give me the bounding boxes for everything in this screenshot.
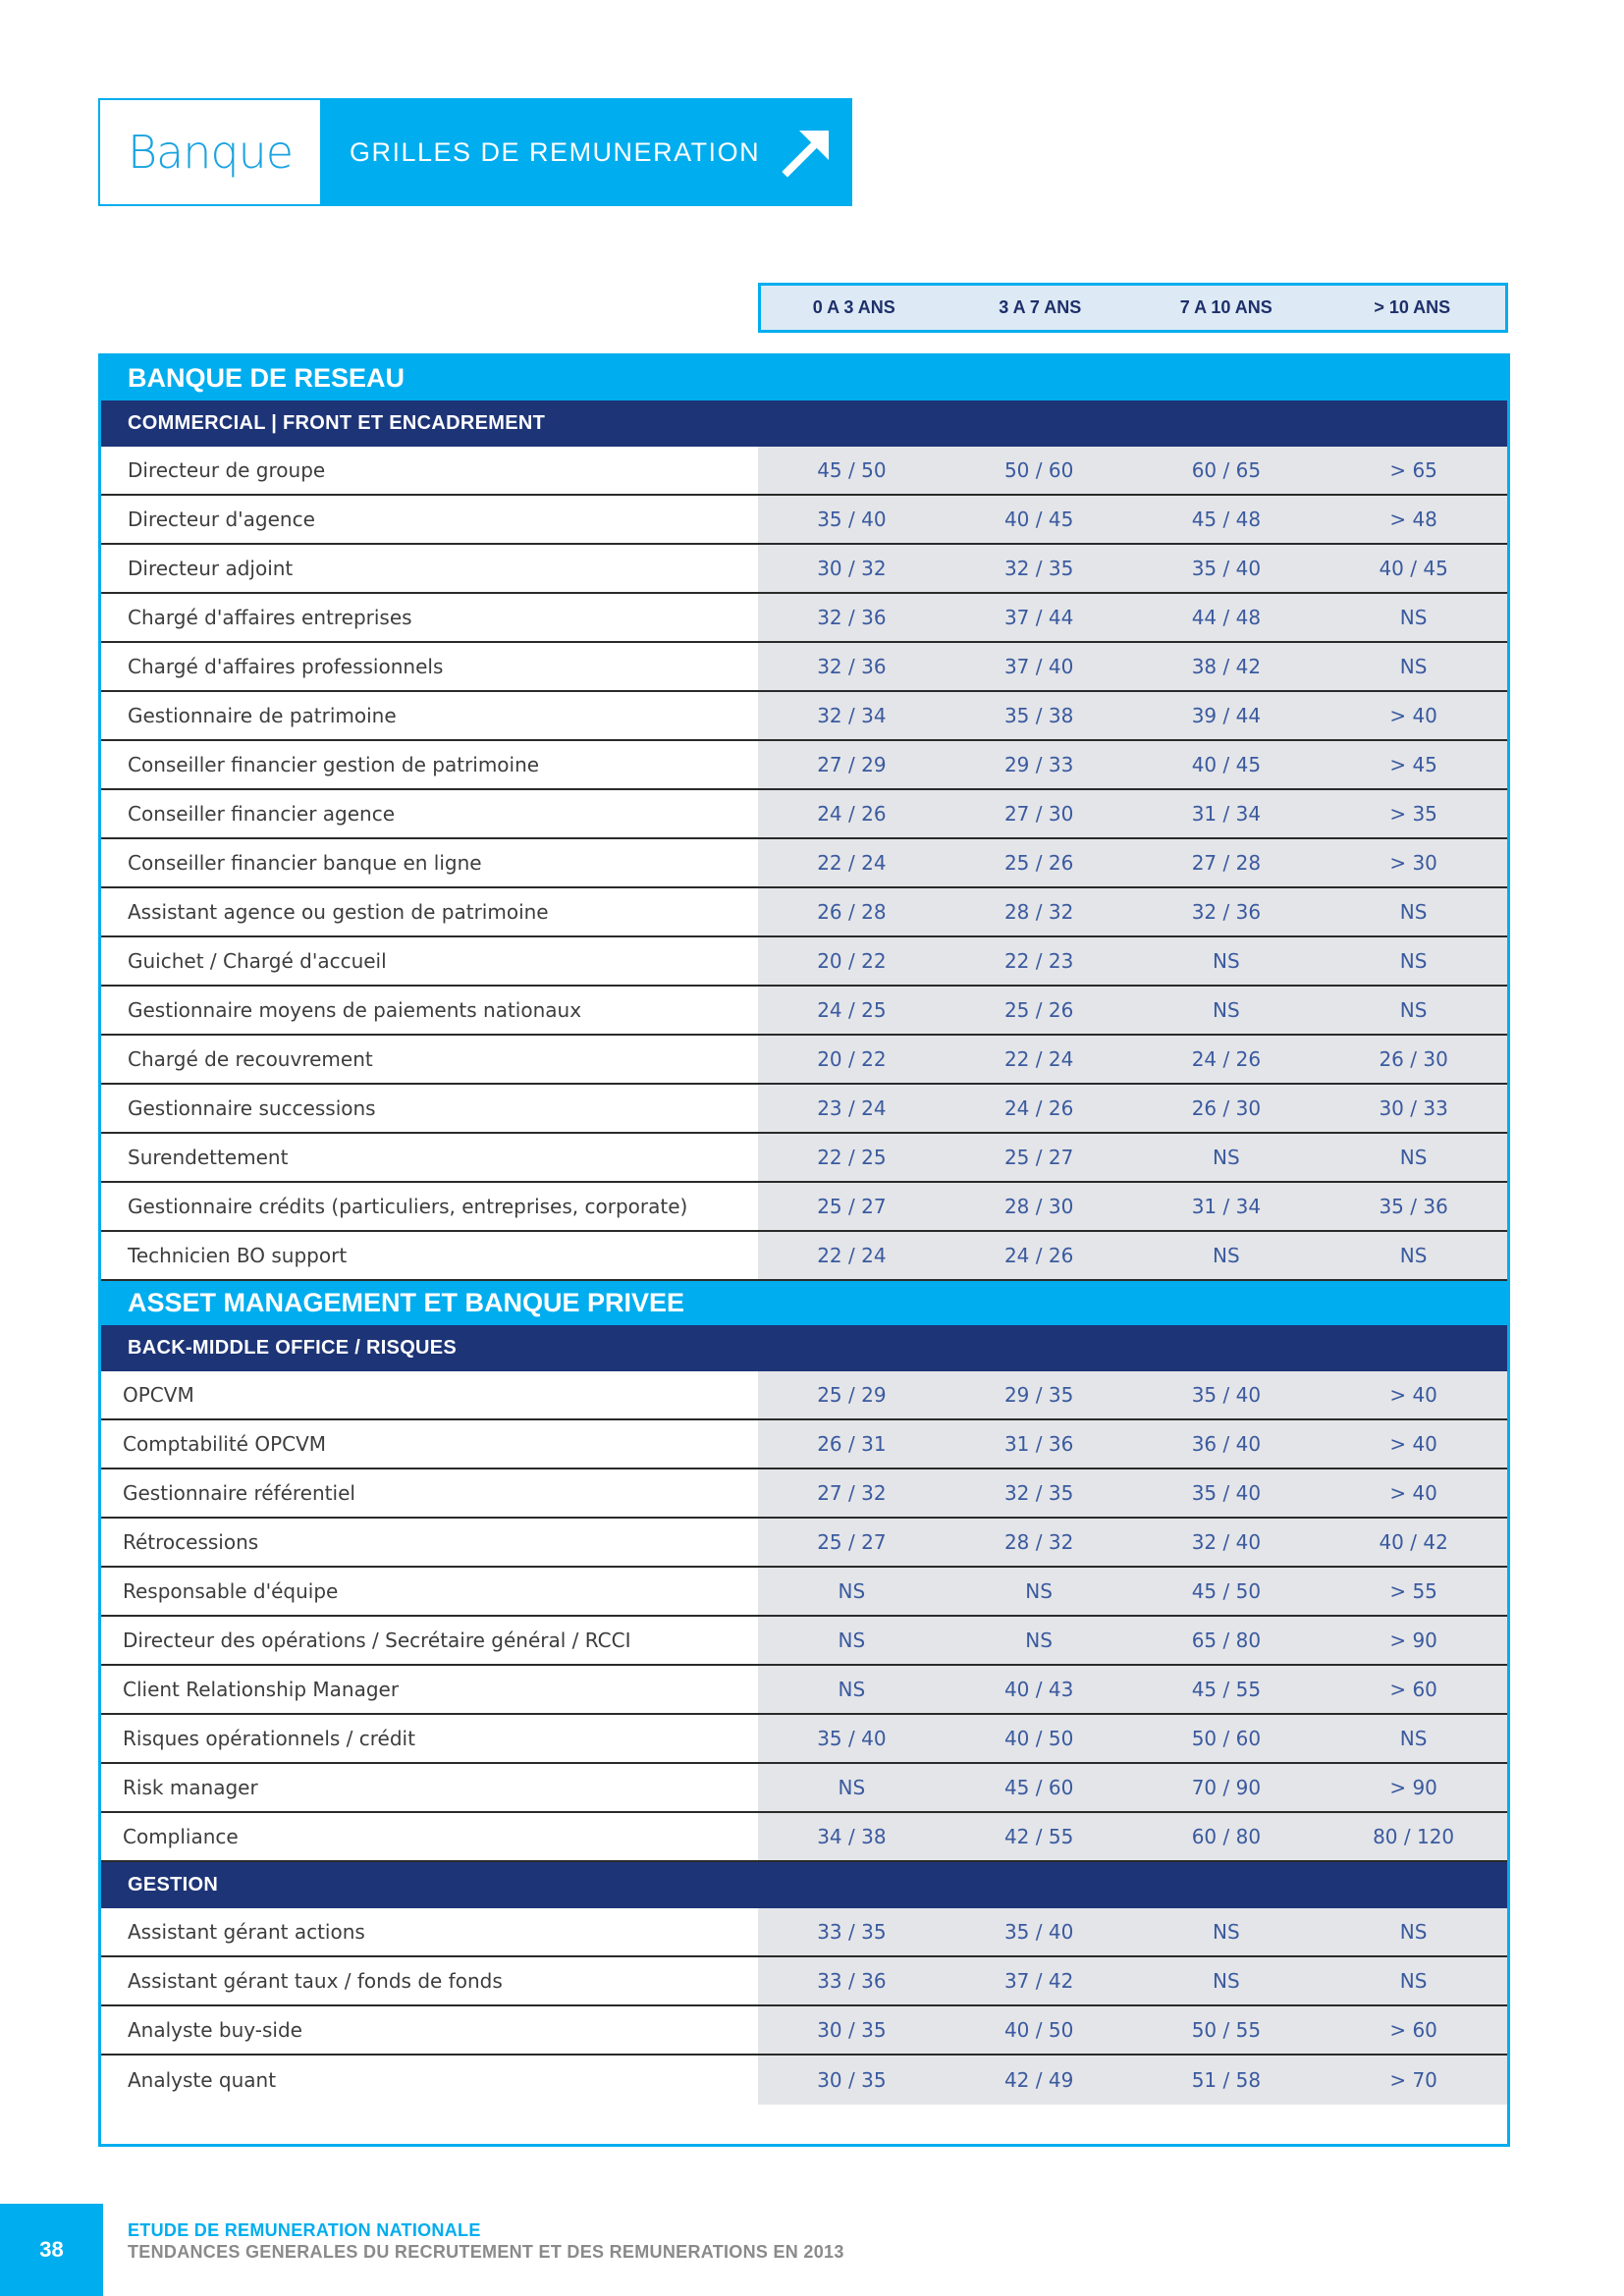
salary-cell: 50 / 60 xyxy=(1003,458,1074,482)
salary-values xyxy=(758,2006,1507,2054)
salary-cell: 26 / 30 xyxy=(1191,1096,1262,1120)
salary-cell: 30 / 35 xyxy=(817,2068,887,2092)
salary-values xyxy=(758,741,1507,788)
salary-cell: NS xyxy=(1213,1969,1240,1993)
job-title: Rétrocessions xyxy=(123,1530,259,1554)
salary-values xyxy=(758,1085,1507,1132)
salary-cell: 31 / 34 xyxy=(1191,802,1262,826)
salary-cell: NS xyxy=(838,1678,866,1701)
salary-cell: 28 / 30 xyxy=(1003,1195,1074,1218)
table-row xyxy=(101,1764,1507,1813)
salary-cell: 24 / 26 xyxy=(1003,1244,1074,1267)
salary-values xyxy=(758,1715,1507,1762)
salary-cell: 39 / 44 xyxy=(1191,704,1262,727)
arrow-up-right-icon xyxy=(780,125,835,180)
column-header: 0 A 3 ANS xyxy=(812,297,895,317)
salary-values xyxy=(758,1469,1507,1517)
salary-cell: 40 / 43 xyxy=(1003,1678,1074,1701)
job-title: Analyste buy-side xyxy=(128,2018,302,2042)
salary-cell: 24 / 26 xyxy=(1191,1047,1262,1071)
salary-values xyxy=(758,545,1507,592)
salary-cell: 22 / 24 xyxy=(817,1244,887,1267)
job-title: Chargé d'affaires entreprises xyxy=(128,606,412,629)
job-title: Assistant gérant taux / fonds de fonds xyxy=(128,1969,503,1993)
salary-cell: 24 / 26 xyxy=(1003,1096,1074,1120)
salary-values xyxy=(758,594,1507,641)
salary-cell: 60 / 80 xyxy=(1191,1825,1262,1848)
salary-cell: NS xyxy=(1399,1244,1428,1267)
salary-cell: > 40 xyxy=(1389,1383,1437,1407)
job-title: Compliance xyxy=(123,1825,239,1848)
salary-values xyxy=(758,2056,1507,2105)
column-header: 7 A 10 ANS xyxy=(1179,297,1272,317)
table-row xyxy=(101,2006,1507,2056)
salary-cell: 35 / 36 xyxy=(1379,1195,1448,1218)
salary-cell: 20 / 22 xyxy=(817,1047,887,1071)
column-headers xyxy=(758,283,1508,333)
salary-cell: 38 / 42 xyxy=(1191,655,1262,678)
salary-cell: 35 / 40 xyxy=(1191,557,1262,580)
job-title: Directeur de groupe xyxy=(128,458,326,482)
job-title: Assistant agence ou gestion de patrimoine xyxy=(128,900,549,924)
salary-values xyxy=(758,790,1507,837)
salary-cell: 30 / 32 xyxy=(817,557,887,580)
salary-cell: > 65 xyxy=(1389,458,1437,482)
salary-cell: NS xyxy=(1399,1920,1428,1944)
table-row xyxy=(101,447,1507,496)
salary-cell: 50 / 55 xyxy=(1191,2018,1262,2042)
salary-cell: 25 / 29 xyxy=(817,1383,887,1407)
salary-cell: 27 / 29 xyxy=(817,753,887,776)
table-row xyxy=(101,1519,1507,1568)
salary-cell: > 70 xyxy=(1389,2068,1437,2092)
table-row xyxy=(101,937,1507,987)
salary-cell: NS xyxy=(1213,949,1240,973)
salary-cell: 35 / 40 xyxy=(1003,1920,1074,1944)
salary-table xyxy=(98,353,1510,2147)
salary-cell: 45 / 55 xyxy=(1191,1678,1262,1701)
job-title: Responsable d'équipe xyxy=(123,1579,339,1603)
job-title: Technicien BO support xyxy=(128,1244,348,1267)
salary-cell: 25 / 26 xyxy=(1003,998,1074,1022)
salary-cell: 32 / 35 xyxy=(1003,557,1074,580)
salary-cell: 32 / 36 xyxy=(1191,900,1262,924)
salary-cell: 37 / 44 xyxy=(1003,606,1074,629)
job-title: Analyste quant xyxy=(128,2068,277,2092)
table-row xyxy=(101,1666,1507,1715)
table-row xyxy=(101,1957,1507,2006)
footer-study-subtitle: TENDANCES GENERALES DU RECRUTEMENT ET DES REMUNERATIONS EN 2013 xyxy=(128,2242,844,2262)
job-title: Conseiller financier banque en ligne xyxy=(128,851,482,875)
salary-cell: 26 / 30 xyxy=(1379,1047,1448,1071)
salary-cell: 36 / 40 xyxy=(1191,1432,1262,1456)
table-row xyxy=(101,1715,1507,1764)
table-row xyxy=(101,1813,1507,1862)
salary-values xyxy=(758,1371,1507,1418)
salary-cell: 42 / 55 xyxy=(1003,1825,1074,1848)
salary-cell: 25 / 26 xyxy=(1003,851,1074,875)
job-title: Chargé d'affaires professionnels xyxy=(128,655,444,678)
salary-values xyxy=(758,1666,1507,1713)
salary-cell: NS xyxy=(838,1579,866,1603)
salary-values xyxy=(758,1764,1507,1811)
salary-cell: > 45 xyxy=(1389,753,1437,776)
salary-cell: 40 / 45 xyxy=(1191,753,1262,776)
salary-cell: 35 / 40 xyxy=(817,1727,887,1750)
table-row xyxy=(101,1036,1507,1085)
page-title: GRILLES DE REMUNERATION xyxy=(350,136,761,167)
salary-values xyxy=(758,1183,1507,1230)
salary-cell: 30 / 33 xyxy=(1379,1096,1448,1120)
salary-cell: > 40 xyxy=(1389,1432,1437,1456)
salary-cell: NS xyxy=(1399,900,1428,924)
job-title: Directeur d'agence xyxy=(128,507,315,531)
salary-cell: NS xyxy=(1399,655,1428,678)
table-row xyxy=(101,692,1507,741)
salary-cell: 45 / 50 xyxy=(1191,1579,1262,1603)
job-title: Guichet / Chargé d'accueil xyxy=(128,949,387,973)
salary-values xyxy=(758,1036,1507,1083)
salary-cell: > 60 xyxy=(1389,2018,1437,2042)
salary-cell: 37 / 40 xyxy=(1003,655,1074,678)
job-title: Conseiller financier agence xyxy=(128,802,396,826)
salary-cell: 22 / 24 xyxy=(817,851,887,875)
salary-values xyxy=(758,692,1507,739)
table-row xyxy=(101,888,1507,937)
table-row xyxy=(101,1568,1507,1617)
salary-values xyxy=(758,1813,1507,1860)
table-row xyxy=(101,594,1507,643)
salary-cell: NS xyxy=(1399,949,1428,973)
job-title: Assistant gérant actions xyxy=(128,1920,365,1944)
salary-cell: 24 / 25 xyxy=(817,998,887,1022)
salary-cell: 45 / 50 xyxy=(817,458,887,482)
column-header: 3 A 7 ANS xyxy=(999,297,1082,317)
salary-values xyxy=(758,1519,1507,1566)
job-title: Gestionnaire moyens de paiements nationaux xyxy=(128,998,582,1022)
salary-cell: > 90 xyxy=(1389,1776,1437,1799)
salary-cell: NS xyxy=(838,1629,866,1652)
table-row xyxy=(101,741,1507,790)
salary-cell: 32 / 35 xyxy=(1003,1481,1074,1505)
subsection-header: GESTION xyxy=(101,1862,1507,1908)
salary-cell: 37 / 42 xyxy=(1003,1969,1074,1993)
salary-cell: 25 / 27 xyxy=(817,1530,887,1554)
salary-cell: NS xyxy=(1399,1969,1428,1993)
job-title: Client Relationship Manager xyxy=(123,1678,400,1701)
salary-cell: NS xyxy=(1025,1629,1053,1652)
salary-values xyxy=(758,1617,1507,1664)
salary-values xyxy=(758,1568,1507,1615)
salary-cell: 31 / 34 xyxy=(1191,1195,1262,1218)
salary-cell: 26 / 31 xyxy=(817,1432,887,1456)
job-title: Risques opérationnels / crédit xyxy=(123,1727,415,1750)
salary-cell: NS xyxy=(1399,998,1428,1022)
salary-cell: 22 / 23 xyxy=(1003,949,1074,973)
salary-cell: 65 / 80 xyxy=(1191,1629,1262,1652)
salary-values xyxy=(758,1134,1507,1181)
salary-cell: 27 / 32 xyxy=(817,1481,887,1505)
salary-cell: 60 / 65 xyxy=(1191,458,1262,482)
subsection-header: BACK-MIDDLE OFFICE / RISQUES xyxy=(101,1325,1507,1371)
page-header xyxy=(98,98,852,206)
job-title: OPCVM xyxy=(123,1383,194,1407)
salary-cell: 40 / 45 xyxy=(1003,507,1074,531)
salary-values xyxy=(758,643,1507,690)
salary-cell: 25 / 27 xyxy=(817,1195,887,1218)
salary-cell: NS xyxy=(1399,606,1428,629)
salary-cell: 32 / 36 xyxy=(817,655,887,678)
job-title: Gestionnaire successions xyxy=(128,1096,376,1120)
salary-cell: 22 / 24 xyxy=(1003,1047,1074,1071)
salary-cell: 22 / 25 xyxy=(817,1146,887,1169)
salary-cell: 35 / 40 xyxy=(1191,1481,1262,1505)
table-row xyxy=(101,1617,1507,1666)
table-row xyxy=(101,987,1507,1036)
job-title: Conseiller financier gestion de patrimoine xyxy=(128,753,540,776)
salary-cell: 32 / 36 xyxy=(817,606,887,629)
salary-cell: > 40 xyxy=(1389,704,1437,727)
job-title: Gestionnaire référentiel xyxy=(123,1481,355,1505)
salary-values xyxy=(758,839,1507,886)
salary-cell: 44 / 48 xyxy=(1191,606,1262,629)
table-row xyxy=(101,1183,1507,1232)
salary-cell: 40 / 45 xyxy=(1379,557,1448,580)
salary-cell: > 90 xyxy=(1389,1629,1437,1652)
salary-cell: 70 / 90 xyxy=(1191,1776,1262,1799)
salary-values xyxy=(758,1908,1507,1955)
salary-cell: 50 / 60 xyxy=(1191,1727,1262,1750)
table-row xyxy=(101,1469,1507,1519)
salary-cell: NS xyxy=(838,1776,866,1799)
table-row xyxy=(101,643,1507,692)
salary-cell: 31 / 36 xyxy=(1003,1432,1074,1456)
salary-cell: 40 / 50 xyxy=(1003,1727,1074,1750)
salary-cell: NS xyxy=(1213,1244,1240,1267)
salary-values xyxy=(758,1232,1507,1279)
job-title: Comptabilité OPCVM xyxy=(123,1432,327,1456)
salary-cell: 29 / 33 xyxy=(1003,753,1074,776)
salary-cell: NS xyxy=(1399,1146,1428,1169)
table-row xyxy=(101,1371,1507,1420)
salary-values xyxy=(758,987,1507,1034)
section-header: ASSET MANAGEMENT ET BANQUE PRIVEE xyxy=(101,1281,1507,1325)
salary-cell: 40 / 42 xyxy=(1379,1530,1448,1554)
salary-cell: NS xyxy=(1213,1920,1240,1944)
job-title: Directeur des opérations / Secrétaire général / RCCI xyxy=(123,1629,631,1652)
salary-cell: 35 / 40 xyxy=(817,507,887,531)
salary-cell: NS xyxy=(1025,1579,1053,1603)
salary-cell: NS xyxy=(1213,998,1240,1022)
salary-cell: NS xyxy=(1399,1727,1428,1750)
header-title-box xyxy=(322,98,852,206)
salary-cell: 29 / 35 xyxy=(1003,1383,1074,1407)
salary-cell: 30 / 35 xyxy=(817,2018,887,2042)
section-header: BANQUE DE RESEAU xyxy=(101,356,1507,400)
table-row xyxy=(101,2056,1507,2105)
salary-cell: 35 / 38 xyxy=(1003,704,1074,727)
category-label: Banque xyxy=(98,98,322,206)
salary-cell: > 35 xyxy=(1389,802,1437,826)
salary-cell: 32 / 34 xyxy=(817,704,887,727)
job-title: Surendettement xyxy=(128,1146,289,1169)
salary-cell: > 40 xyxy=(1389,1481,1437,1505)
salary-cell: 32 / 40 xyxy=(1191,1530,1262,1554)
salary-cell: 35 / 40 xyxy=(1191,1383,1262,1407)
job-title: Directeur adjoint xyxy=(128,557,294,580)
salary-cell: 45 / 60 xyxy=(1003,1776,1074,1799)
salary-values xyxy=(758,496,1507,543)
page-number: 38 xyxy=(0,2204,103,2296)
salary-cell: 28 / 32 xyxy=(1003,900,1074,924)
salary-values xyxy=(758,1420,1507,1468)
salary-values xyxy=(758,1957,1507,2004)
salary-cell: > 30 xyxy=(1389,851,1437,875)
salary-cell: 24 / 26 xyxy=(817,802,887,826)
salary-values xyxy=(758,447,1507,494)
salary-cell: 45 / 48 xyxy=(1191,507,1262,531)
salary-cell: 34 / 38 xyxy=(817,1825,887,1848)
subsection-header: COMMERCIAL | FRONT ET ENCADREMENT xyxy=(101,400,1507,447)
footer-study-title: ETUDE DE REMUNERATION NATIONALE xyxy=(128,2220,481,2240)
salary-cell: > 60 xyxy=(1389,1678,1437,1701)
salary-cell: 27 / 28 xyxy=(1191,851,1262,875)
salary-cell: 23 / 24 xyxy=(817,1096,887,1120)
salary-cell: 33 / 35 xyxy=(817,1920,887,1944)
salary-cell: 26 / 28 xyxy=(817,900,887,924)
table-row xyxy=(101,839,1507,888)
salary-cell: 80 / 120 xyxy=(1373,1825,1455,1848)
salary-cell: 27 / 30 xyxy=(1003,802,1074,826)
table-row xyxy=(101,1232,1507,1281)
salary-cell: > 48 xyxy=(1389,507,1437,531)
salary-cell: NS xyxy=(1213,1146,1240,1169)
salary-cell: 28 / 32 xyxy=(1003,1530,1074,1554)
job-title: Gestionnaire de patrimoine xyxy=(128,704,397,727)
table-row xyxy=(101,1085,1507,1134)
job-title: Chargé de recouvrement xyxy=(128,1047,373,1071)
table-row xyxy=(101,790,1507,839)
salary-cell: 42 / 49 xyxy=(1003,2068,1074,2092)
salary-cell: > 55 xyxy=(1389,1579,1437,1603)
table-row xyxy=(101,496,1507,545)
table-row xyxy=(101,1908,1507,1957)
salary-cell: 25 / 27 xyxy=(1003,1146,1074,1169)
column-header: > 10 ANS xyxy=(1374,297,1451,317)
job-title: Risk manager xyxy=(123,1776,258,1799)
salary-cell: 51 / 58 xyxy=(1191,2068,1262,2092)
salary-cell: 40 / 50 xyxy=(1003,2018,1074,2042)
table-row xyxy=(101,545,1507,594)
table-row xyxy=(101,1420,1507,1469)
table-row xyxy=(101,1134,1507,1183)
salary-cell: 20 / 22 xyxy=(817,949,887,973)
salary-values xyxy=(758,937,1507,985)
salary-cell: 33 / 36 xyxy=(817,1969,887,1993)
salary-values xyxy=(758,888,1507,935)
job-title: Gestionnaire crédits (particuliers, entreprises, corporate) xyxy=(128,1195,688,1218)
